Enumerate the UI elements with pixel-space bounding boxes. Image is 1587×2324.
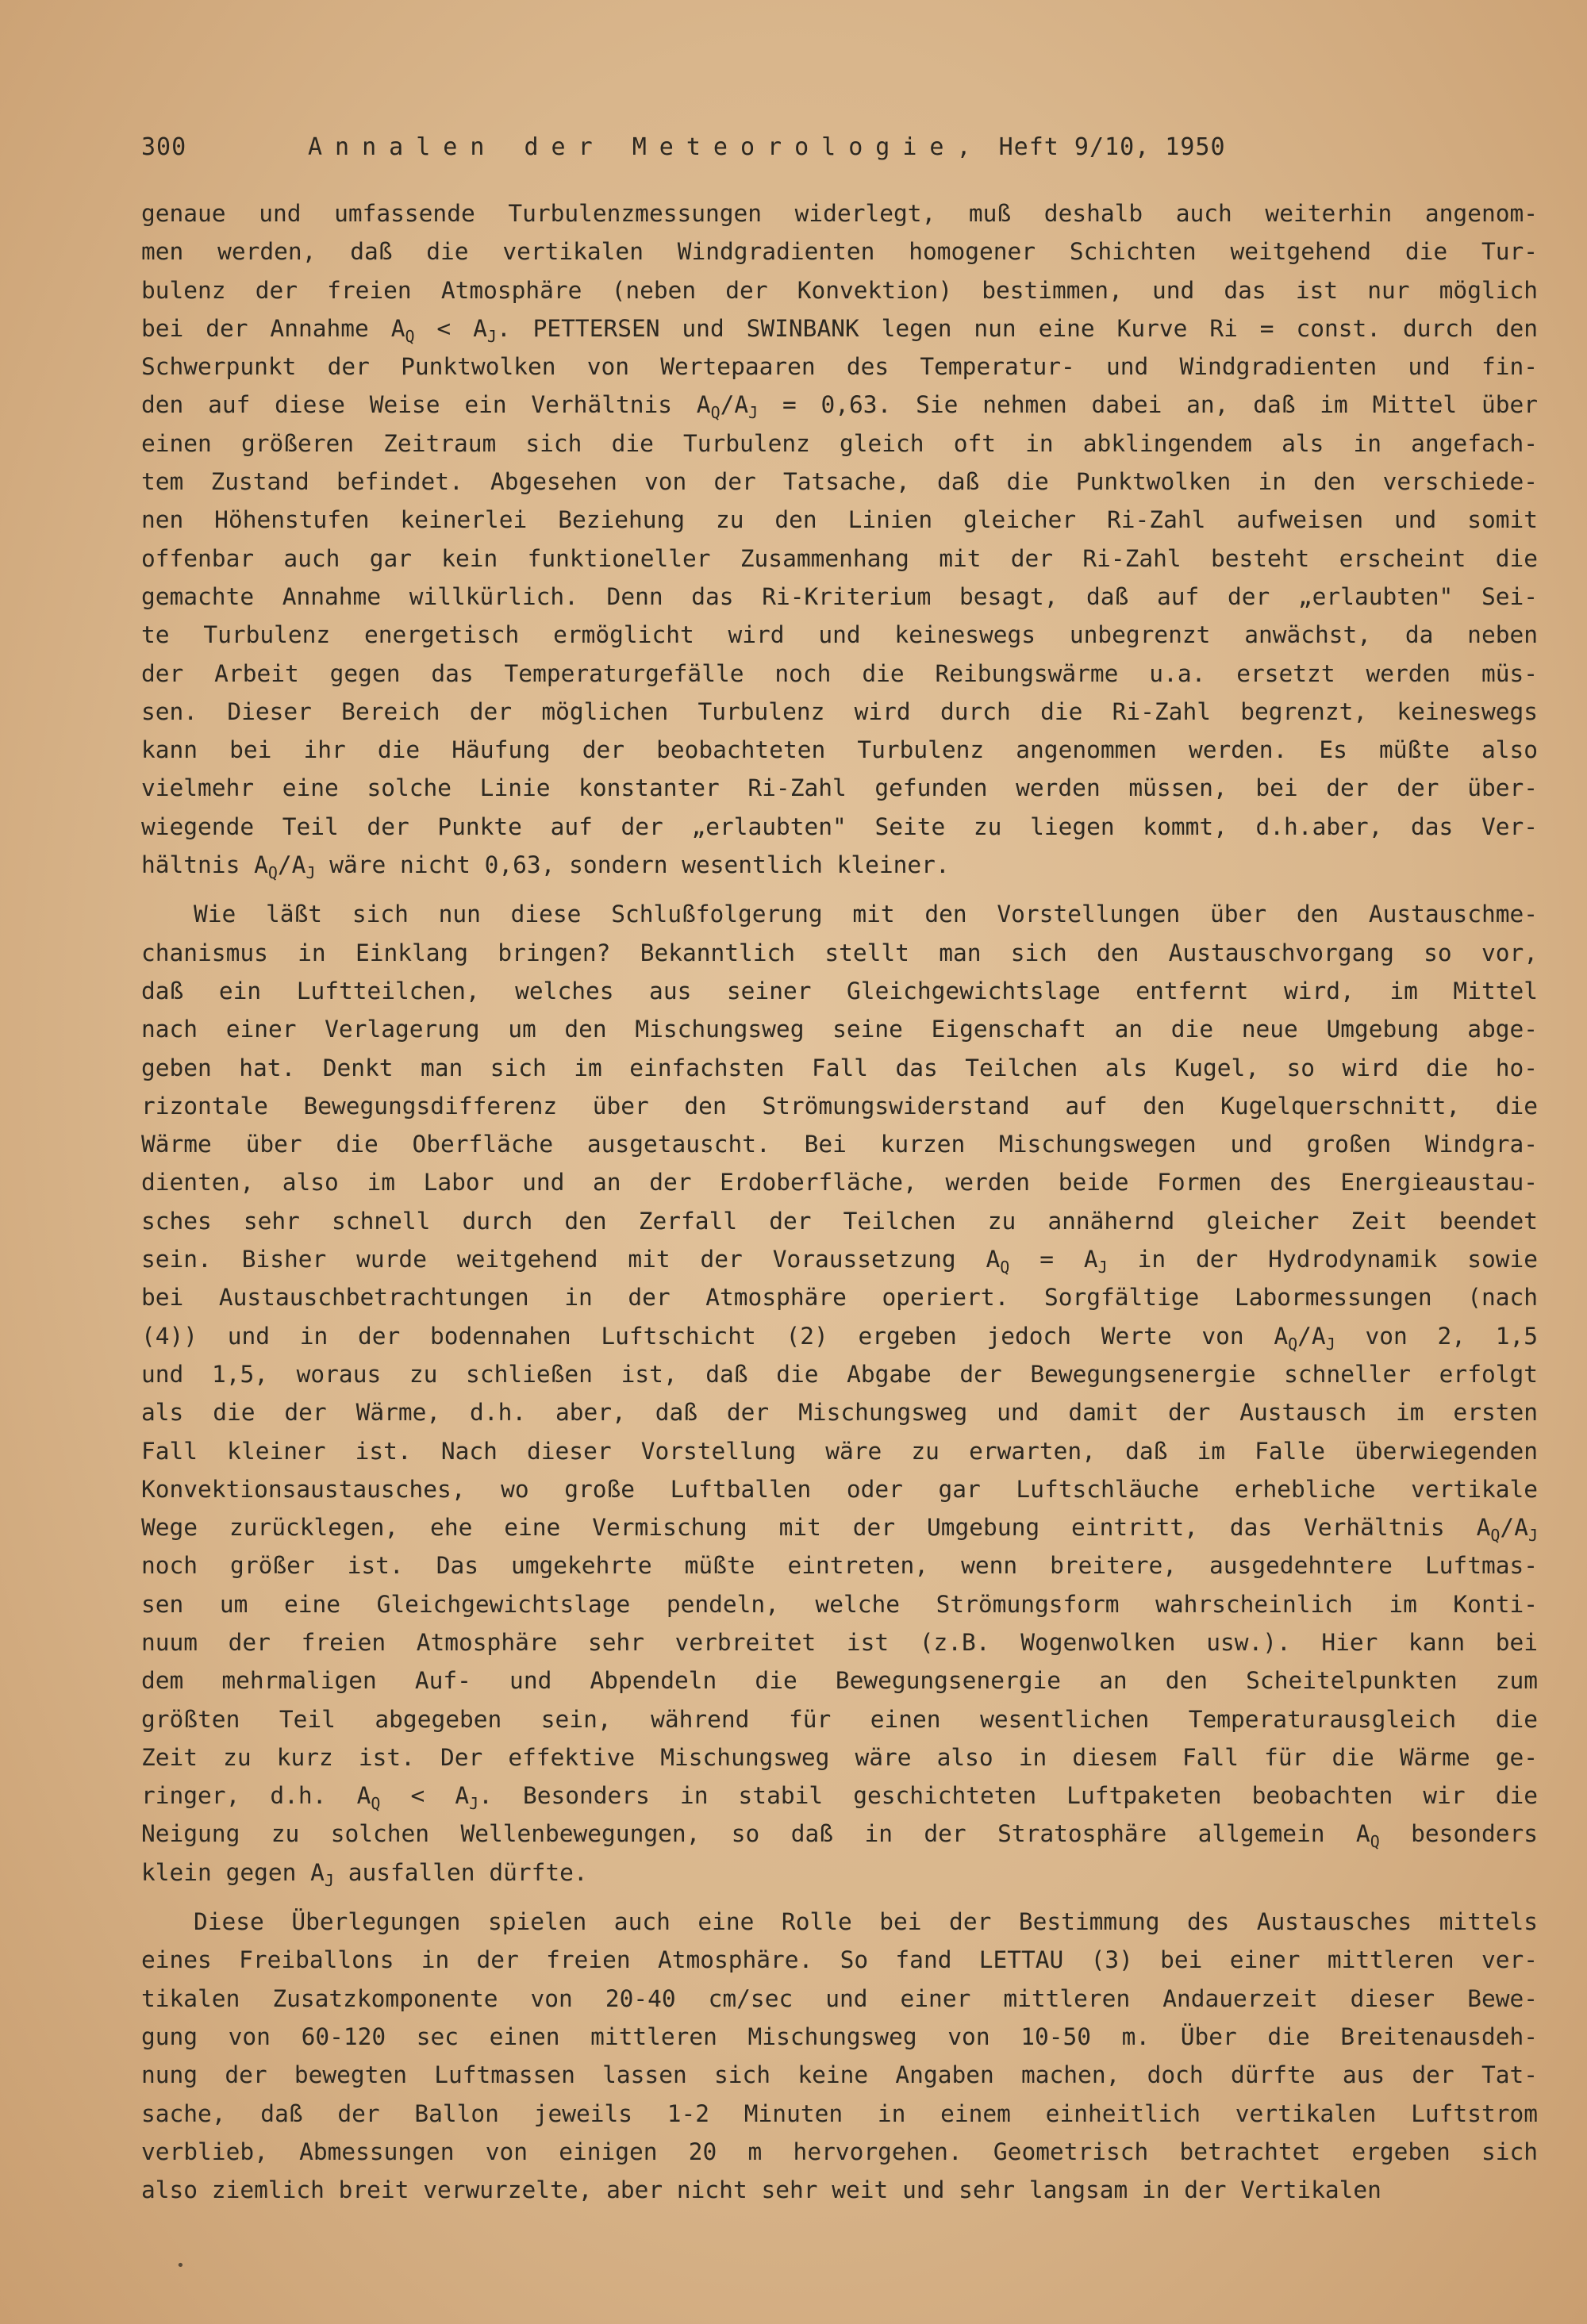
text-line: nuum der freien Atmosphäre sehr verbreitet ist (z.B. Wogenwolken usw.). Hier kann bei — [141, 1628, 1538, 1656]
text-line: Schwerpunkt der Punktwolken von Wertepaaren des Temperatur- und Windgradienten und fin- — [141, 353, 1538, 381]
text-line: also ziemlich breit verwurzelte, aber nicht sehr weit und sehr langsam in der Vertikalen — [141, 2176, 1381, 2204]
text-line: Wärme über die Oberfläche ausgetauscht. Bei kurzen Mischungswegen und großen Windgra- — [141, 1131, 1538, 1158]
page-number: 300 — [141, 133, 187, 161]
text-line: sches sehr schnell durch den Zerfall der Teilchen zu annähernd gleicher Zeit beendet — [141, 1207, 1538, 1235]
text-line: hältnis $A_Q/A_J$ wäre nicht 0,63, sondern wesentlich kleiner. — [141, 851, 950, 882]
text-line: bei Austauschbetrachtungen in der Atmosphäre operiert. Sorgfältige Labormessungen (nach — [141, 1284, 1538, 1312]
text-line: größten Teil abgegeben sein, während für einen wesentlichen Temperaturausgleich die — [141, 1705, 1538, 1733]
text-line: Wege zurücklegen, ehe eine Vermischung mit der Umgebung eintritt, das Verhältnis $A_Q/A_J$ — [141, 1514, 1538, 1545]
text-line: tikalen Zusatzkomponente von 20-40 cm/sec und einer mittleren Andauerzeit dieser Bewe- — [141, 1984, 1538, 2012]
text-line: noch größer ist. Das umgekehrte müßte eintreten, wenn breitere, ausgedehntere Luftmas- — [141, 1552, 1538, 1580]
text-line: tem Zustand befindet. Abgesehen von der Tatsache, daß die Punktwolken in den verschiede- — [141, 468, 1538, 496]
text-line: sen um eine Gleichgewichtslage pendeln, welche Strömungsform wahrscheinlich im Konti- — [141, 1590, 1538, 1618]
text-line: eines Freiballons in der freien Atmosphäre. So fand LETTAU (3) bei einer mittleren ver- — [141, 1946, 1538, 1974]
text-line: (4)) und in der bodennahen Luftschicht (2) ergeben jedoch Werte von $A_Q/A_J$ von 2, 1,5 — [141, 1322, 1538, 1354]
text-line: te Turbulenz energetisch ermöglicht wird und keineswegs unbegrenzt anwächst, da neben — [141, 621, 1538, 649]
text-line: bei der Annahme $A_Q < A_J$. PETTERSEN und SWINBANK legen nun eine Kurve Ri = const. durch den — [141, 314, 1538, 346]
paragraph — [141, 1903, 1538, 2209]
journal-title: Annalen der Meteorologie, — [308, 133, 984, 161]
text-line: rizontale Bewegungsdifferenz über den Strömungswiderstand auf den Kugelquerschnitt, die — [141, 1092, 1538, 1120]
text-line: genaue und umfassende Turbulenzmessungen widerlegt, muß deshalb auch weiterhin angenom- — [141, 200, 1538, 227]
text-line: nung der bewegten Luftmassen lassen sich keine Angaben machen, doch dürfte aus der Tat- — [141, 2061, 1538, 2089]
paragraph — [141, 194, 1538, 884]
text-line: offenbar auch gar kein funktioneller Zusammenhang mit der Ri-Zahl besteht erscheint die — [141, 544, 1538, 572]
text-line: dem mehrmaligen Auf- und Abpendeln die Bewegungsenergie an den Scheitelpunkten zum — [141, 1667, 1538, 1695]
text-line: bulenz der freien Atmosphäre (neben der Konvektion) bestimmen, und das ist nur möglich — [141, 276, 1538, 304]
text-line: Konvektionsaustausches, wo große Luftballen oder gar Luftschläuche erhebliche vertikale — [141, 1475, 1538, 1503]
margin-mark: • — [176, 2257, 185, 2274]
issue-info: Heft 9/10, 1950 — [998, 133, 1226, 161]
text-line: sache, daß der Ballon jeweils 1-2 Minuten in einem einheitlich vertikalen Luftstrom — [141, 2099, 1538, 2127]
text-line: vielmehr eine solche Linie konstanter Ri-Zahl gefunden werden müssen, bei der der über- — [141, 774, 1538, 802]
text-line: nach einer Verlagerung um den Mischungsweg seine Eigenschaft an die neue Umgebung abge- — [141, 1016, 1538, 1043]
text-line: Wie läßt sich nun diese Schlußfolgerung mit den Vorstellungen über den Austauschme- — [194, 901, 1538, 928]
text-line: Fall kleiner ist. Nach dieser Vorstellung wäre zu erwarten, daß im Falle überwiegenden — [141, 1437, 1538, 1465]
text-line: Zeit zu kurz ist. Der effektive Mischungsweg wäre also in diesem Fall für die Wärme ge- — [141, 1743, 1538, 1771]
text-line: nen Höhenstufen keinerlei Beziehung zu den Linien gleicher Ri-Zahl aufweisen und somit — [141, 506, 1538, 534]
text-line: kann bei ihr die Häufung der beobachteten Turbulenz angenommen werden. Es müßte also — [141, 736, 1538, 764]
paragraph — [141, 895, 1538, 1892]
text-line: ringer, d.h. $A_Q < A_J$. Besonders in stabil geschichteten Luftpaketen beobachten wir die — [141, 1782, 1538, 1814]
text-line: und 1,5, woraus zu schließen ist, daß die Abgabe der Bewegungsenergie schneller erfolgt — [141, 1360, 1538, 1388]
text-line: chanismus in Einklang bringen? Bekanntlich stellt man sich den Austauschvorgang so vor, — [141, 939, 1538, 966]
text-line: verblieb, Abmessungen von einigen 20 m hervorgehen. Geometrisch betrachtet ergeben sich — [141, 2138, 1538, 2165]
body-text — [141, 194, 1538, 2209]
text-line: daß ein Luftteilchen, welches aus seiner Gleichgewichtslage entfernt wird, im Mittel — [141, 977, 1538, 1005]
page-header — [141, 133, 1379, 161]
text-line: als die der Wärme, d.h. aber, daß der Mischungsweg und damit der Austausch im ersten — [141, 1399, 1538, 1427]
text-line: den auf diese Weise ein Verhältnis $A_Q/A_J = 0,63$. Sie nehmen dabei an, daß im Mittel über — [141, 391, 1538, 423]
text-line: klein gegen $A_J$ ausfallen dürfte. — [141, 1858, 588, 1890]
text-line: gung von 60-120 sec einen mittleren Mischungsweg von 10-50 m. Über die Breitenausdeh- — [141, 2022, 1538, 2050]
text-line: sein. Bisher wurde weitgehend mit der Voraussetzung $A_Q = A_J$ in der Hydrodynamik sowie — [141, 1246, 1538, 1277]
text-line: wiegende Teil der Punkte auf der „erlaubten" Seite zu liegen kommt, d.h.aber, das Ver- — [141, 812, 1538, 840]
text-line: men werden, daß die vertikalen Windgradienten homogener Schichten weitgehend die Tur- — [141, 238, 1538, 266]
text-line: dienten, also im Labor und an der Erdoberfläche, werden beide Formen des Energieaustau- — [141, 1169, 1538, 1197]
text-line: Diese Überlegungen spielen auch eine Rolle bei der Bestimmung des Austausches mittels — [194, 1908, 1538, 1936]
text-line: Neigung zu solchen Wellenbewegungen, so daß in der Stratosphäre allgemein $A_Q$ besonders — [141, 1820, 1539, 1852]
text-line: einen größeren Zeitraum sich die Turbulenz gleich oft in abklingendem als in angefach- — [141, 429, 1538, 457]
text-line: der Arbeit gegen das Temperaturgefälle noch die Reibungswärme u.a. ersetzt werden müs- — [141, 659, 1538, 687]
text-line: sen. Dieser Bereich der möglichen Turbulenz wird durch die Ri-Zahl begrenzt, keineswegs — [141, 697, 1538, 725]
text-line: gemachte Annahme willkürlich. Denn das Ri-Kriterium besagt, daß auf der „erlaubten" Sei- — [141, 582, 1538, 610]
text-line: geben hat. Denkt man sich im einfachsten Fall das Teilchen als Kugel, so wird die ho- — [141, 1054, 1538, 1081]
